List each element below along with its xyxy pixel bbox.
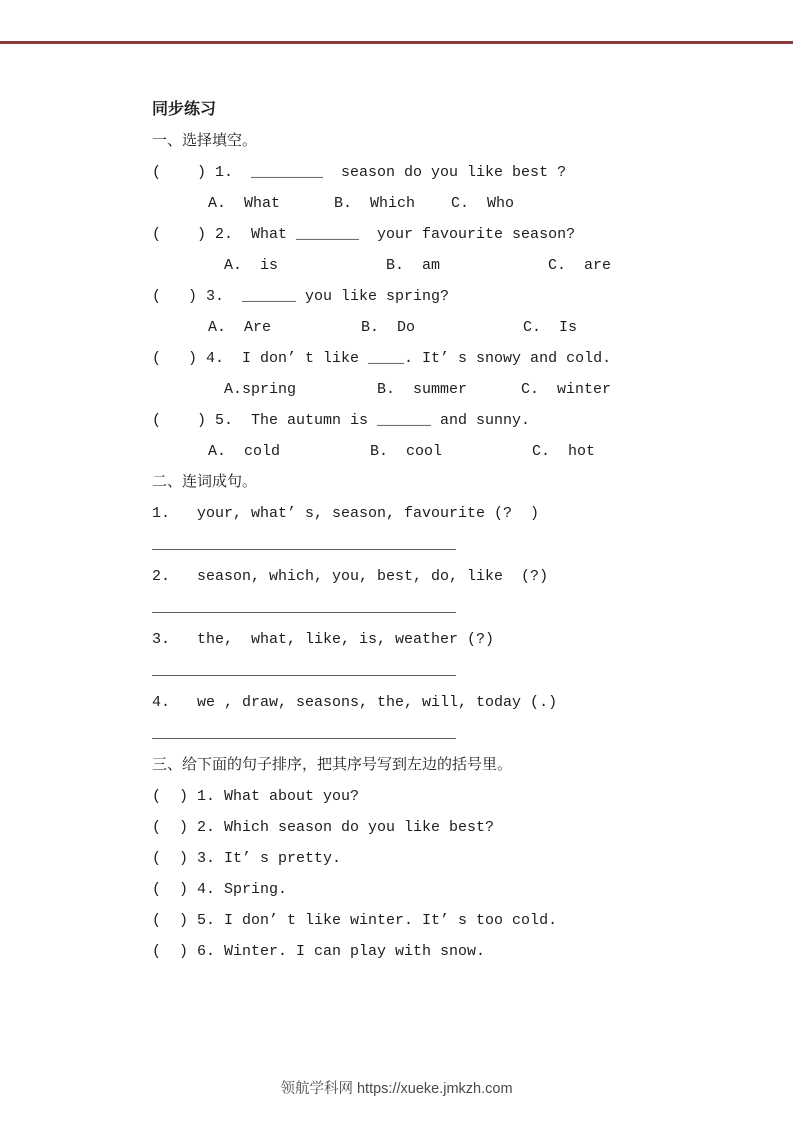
worksheet-content [152,95,712,967]
footer-watermark: 领航学科网 https://xueke.jmkzh.com [280,1081,513,1097]
question-options: A. What B. Which C. Who [208,195,515,212]
question-stem: ( ) 3. ______ you like spring? [152,288,450,305]
rearrange-item: 2. season, which, you, best, do, like (?) [152,568,549,585]
answer-write-line [152,738,456,739]
rearrange-item: 1. your, what’ s, season, favourite (? ) [152,505,540,522]
rearrange-item: 3. the, what, like, is, weather (?) [152,631,495,648]
question-options: A. is B. am C. are [224,257,612,274]
answer-write-line [152,549,456,550]
section-two-heading: 二、连词成句。 [152,474,258,491]
question-options: A.spring B. summer C. winter [224,381,612,398]
top-rule [0,41,793,44]
ordering-item: ( ) 3. It’ s pretty. [152,850,342,867]
answer-write-line [152,675,456,676]
question-stem: ( ) 4. I don’ t like ____. It’ s snowy and cold. [152,350,612,367]
ordering-item: ( ) 4. Spring. [152,881,288,898]
rearrange-item: 4. we , draw, seasons, the, will, today (.) [152,694,558,711]
page-title: 同步练习 [152,101,217,119]
ordering-item: ( ) 5. I don’ t like winter. It’ s too cold. [152,912,558,929]
section-one-heading: 一、选择填空。 [152,133,258,150]
ordering-item: ( ) 2. Which season do you like best? [152,819,495,836]
ordering-item: ( ) 6. Winter. I can play with snow. [152,943,486,960]
question-stem: ( ) 1. ________ season do you like best ? [152,164,567,181]
question-options: A. Are B. Do C. Is [208,319,578,336]
question-stem: ( ) 5. The autumn is ______ and sunny. [152,412,531,429]
question-stem: ( ) 2. What _______ your favourite season? [152,226,576,243]
answer-write-line [152,612,456,613]
ordering-item: ( ) 1. What about you? [152,788,360,805]
section-three-heading: 三、给下面的句子排序，把其序号写到左边的括号里。 [152,757,513,774]
question-options: A. cold B. cool C. hot [208,443,596,460]
